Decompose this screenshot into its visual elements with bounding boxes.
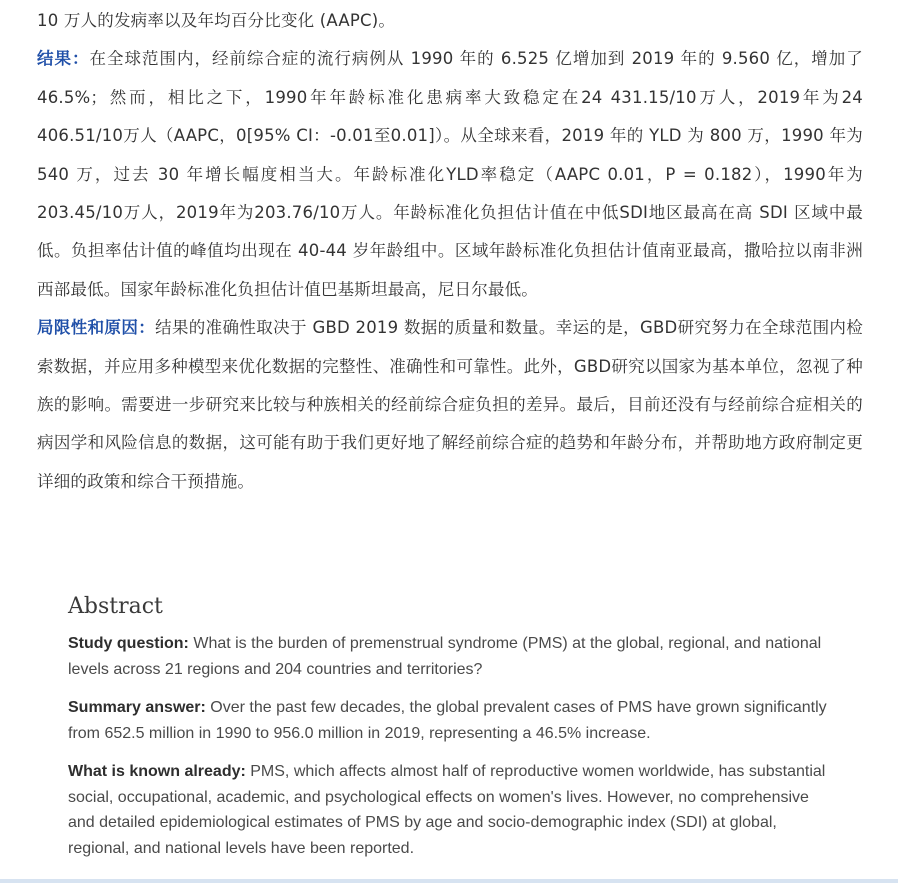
study-question-paragraph bbox=[68, 631, 828, 682]
intro-tail-text: 10 万人的发病率以及年均百分比变化 (AAPC)。 bbox=[37, 11, 396, 30]
known-already-label: What is known already: bbox=[68, 763, 246, 780]
results-label: 结果： bbox=[37, 49, 90, 69]
limitations-label: 局限性和原因： bbox=[37, 318, 156, 338]
study-question-label: Study question: bbox=[68, 635, 189, 652]
known-already-text: PMS, which affects almost half of reproductive women worldwide, has substantial social, occupational, academic, and psychological effects on women's lives. However, no comprehensive and detailed epidemiological estimates of PMS by age and socio-demographic index (SDI) at global, regional, and national levels have been reported. bbox=[68, 763, 826, 857]
abstract-image bbox=[0, 580, 898, 883]
chinese-summary bbox=[37, 2, 863, 501]
intro-tail-paragraph bbox=[37, 2, 863, 40]
limitations-text: 结果的准确性取决于 GBD 2019 数据的质量和数量。幸运的是，GBD研究努力在全球范围内检索数据，并应用多种模型来优化数据的完整性、准确性和可靠性。此外，GBD研究以国家为基本单位，忽视了种族的影响。需要进一步研究来比较与种族相关的经前综合症负担的差异。最后，目前还没有与经前综合症相关的病因学和风险信息的数据，这可能有助于我们更好地了解经前综合症的趋势和年龄分布，并帮助地方政府制定更详细的政策和综合干预措施。 bbox=[37, 318, 864, 491]
limitations-paragraph bbox=[37, 309, 863, 501]
study-question-text: What is the burden of premenstrual syndrome (PMS) at the global, regional, and national levels across 21 regions and 204 countries and territories? bbox=[68, 635, 822, 678]
known-already-paragraph bbox=[68, 759, 828, 861]
summary-answer-paragraph bbox=[68, 695, 828, 746]
results-paragraph bbox=[37, 40, 863, 309]
bottom-divider bbox=[0, 879, 898, 883]
summary-answer-label: Summary answer: bbox=[68, 699, 206, 716]
abstract-heading: Abstract bbox=[68, 594, 163, 619]
abstract-content bbox=[68, 594, 828, 874]
summary-answer-text: Over the past few decades, the global prevalent cases of PMS have grown significantly from 652.5 million in 1990 to 956.0 million in 2019, representing a 46.5% increase. bbox=[68, 699, 827, 742]
results-text: 在全球范围内，经前综合症的流行病例从 1990 年的 6.525 亿增加到 2019 年的 9.560 亿，增加了 46.5%；然而，相比之下，1990年年龄标准化患病率大致稳定在24 431.15/10万人，2019年为24 406.51/10万人（AAPC，0[95% CI：-0.01至0.01]）。从全球来看，2019 年的 YLD 为 800 万，1990 年为 540 万，过去 30 年增长幅度相当大。年龄标准化YLD率稳定（AAPC 0.01，P = 0.182），1990年为203.45/10万人，2019年为203.76/10万人。年龄标准化负担估计值在中低SDI地区最高在高 SDI 区域中最低。负担率估计值的峰值均出现在 40-44 岁年龄组中。区域年龄标准化负担估计值南亚最高，撒哈拉以南非洲西部最低。国家年龄标准化负担估计值巴基斯坦最高，尼日尔最低。 bbox=[37, 49, 863, 299]
